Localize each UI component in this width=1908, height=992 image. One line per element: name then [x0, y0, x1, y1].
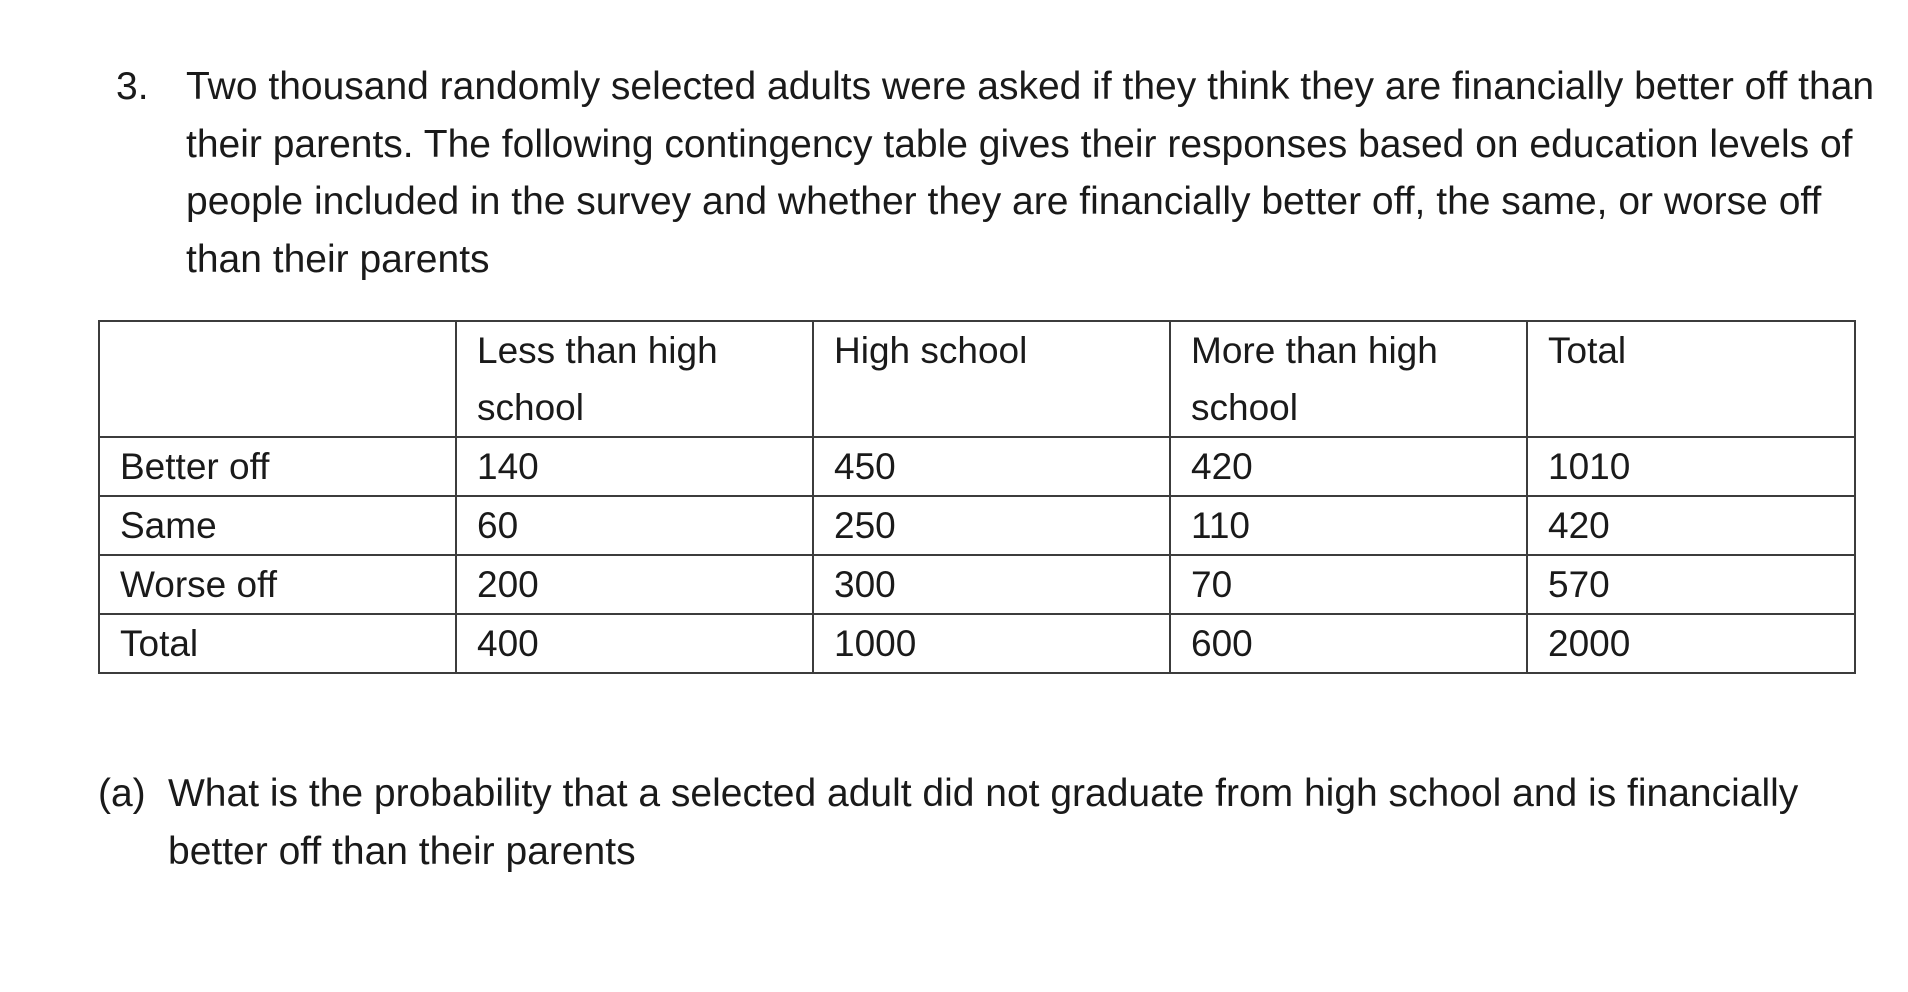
question-label: (a): [98, 772, 146, 815]
table-cell: 600: [1170, 614, 1527, 673]
header-cell-total: Total: [1527, 321, 1855, 437]
table-cell: 300: [813, 555, 1170, 614]
table-cell: 250: [813, 496, 1170, 555]
table-row-better-off: [99, 437, 1855, 496]
table-cell: 2000: [1527, 614, 1855, 673]
table-cell: 70: [1170, 555, 1527, 614]
table-cell: 140: [456, 437, 813, 496]
header-cell-more-than-high-school: More than high school: [1170, 321, 1527, 437]
problem-number: 3.: [116, 65, 149, 108]
table-row-worse-off: [99, 555, 1855, 614]
problem-statement: [116, 58, 1875, 288]
table-cell: 200: [456, 555, 813, 614]
table-cell: 420: [1170, 437, 1527, 496]
row-label: Same: [99, 496, 456, 555]
row-label: Total: [99, 614, 456, 673]
table-cell: 420: [1527, 496, 1855, 555]
table-cell: 450: [813, 437, 1170, 496]
table-row-same: [99, 496, 1855, 555]
table-cell: 110: [1170, 496, 1527, 555]
header-cell-empty: [99, 321, 456, 437]
question-a: [98, 765, 1878, 880]
problem-text: Two thousand randomly selected adults were asked if they think they are financially better off than their parents. The following contingency table gives their responses based on education levels of people included in the survey and whether they are financially better off, the same, or worse off than their parents: [186, 65, 1875, 281]
header-cell-less-than-high-school: Less than high school: [456, 321, 813, 437]
table-row-total: [99, 614, 1855, 673]
table-cell: 1010: [1527, 437, 1855, 496]
table-cell: 400: [456, 614, 813, 673]
table-cell: 570: [1527, 555, 1855, 614]
table-header-row: [99, 321, 1855, 437]
contingency-table: [98, 320, 1856, 674]
table-cell: 1000: [813, 614, 1170, 673]
header-cell-high-school: High school: [813, 321, 1170, 437]
question-text: What is the probability that a selected adult did not graduate from high school and is financially better off than their parents: [168, 772, 1799, 873]
row-label: Worse off: [99, 555, 456, 614]
row-label: Better off: [99, 437, 456, 496]
table-cell: 60: [456, 496, 813, 555]
